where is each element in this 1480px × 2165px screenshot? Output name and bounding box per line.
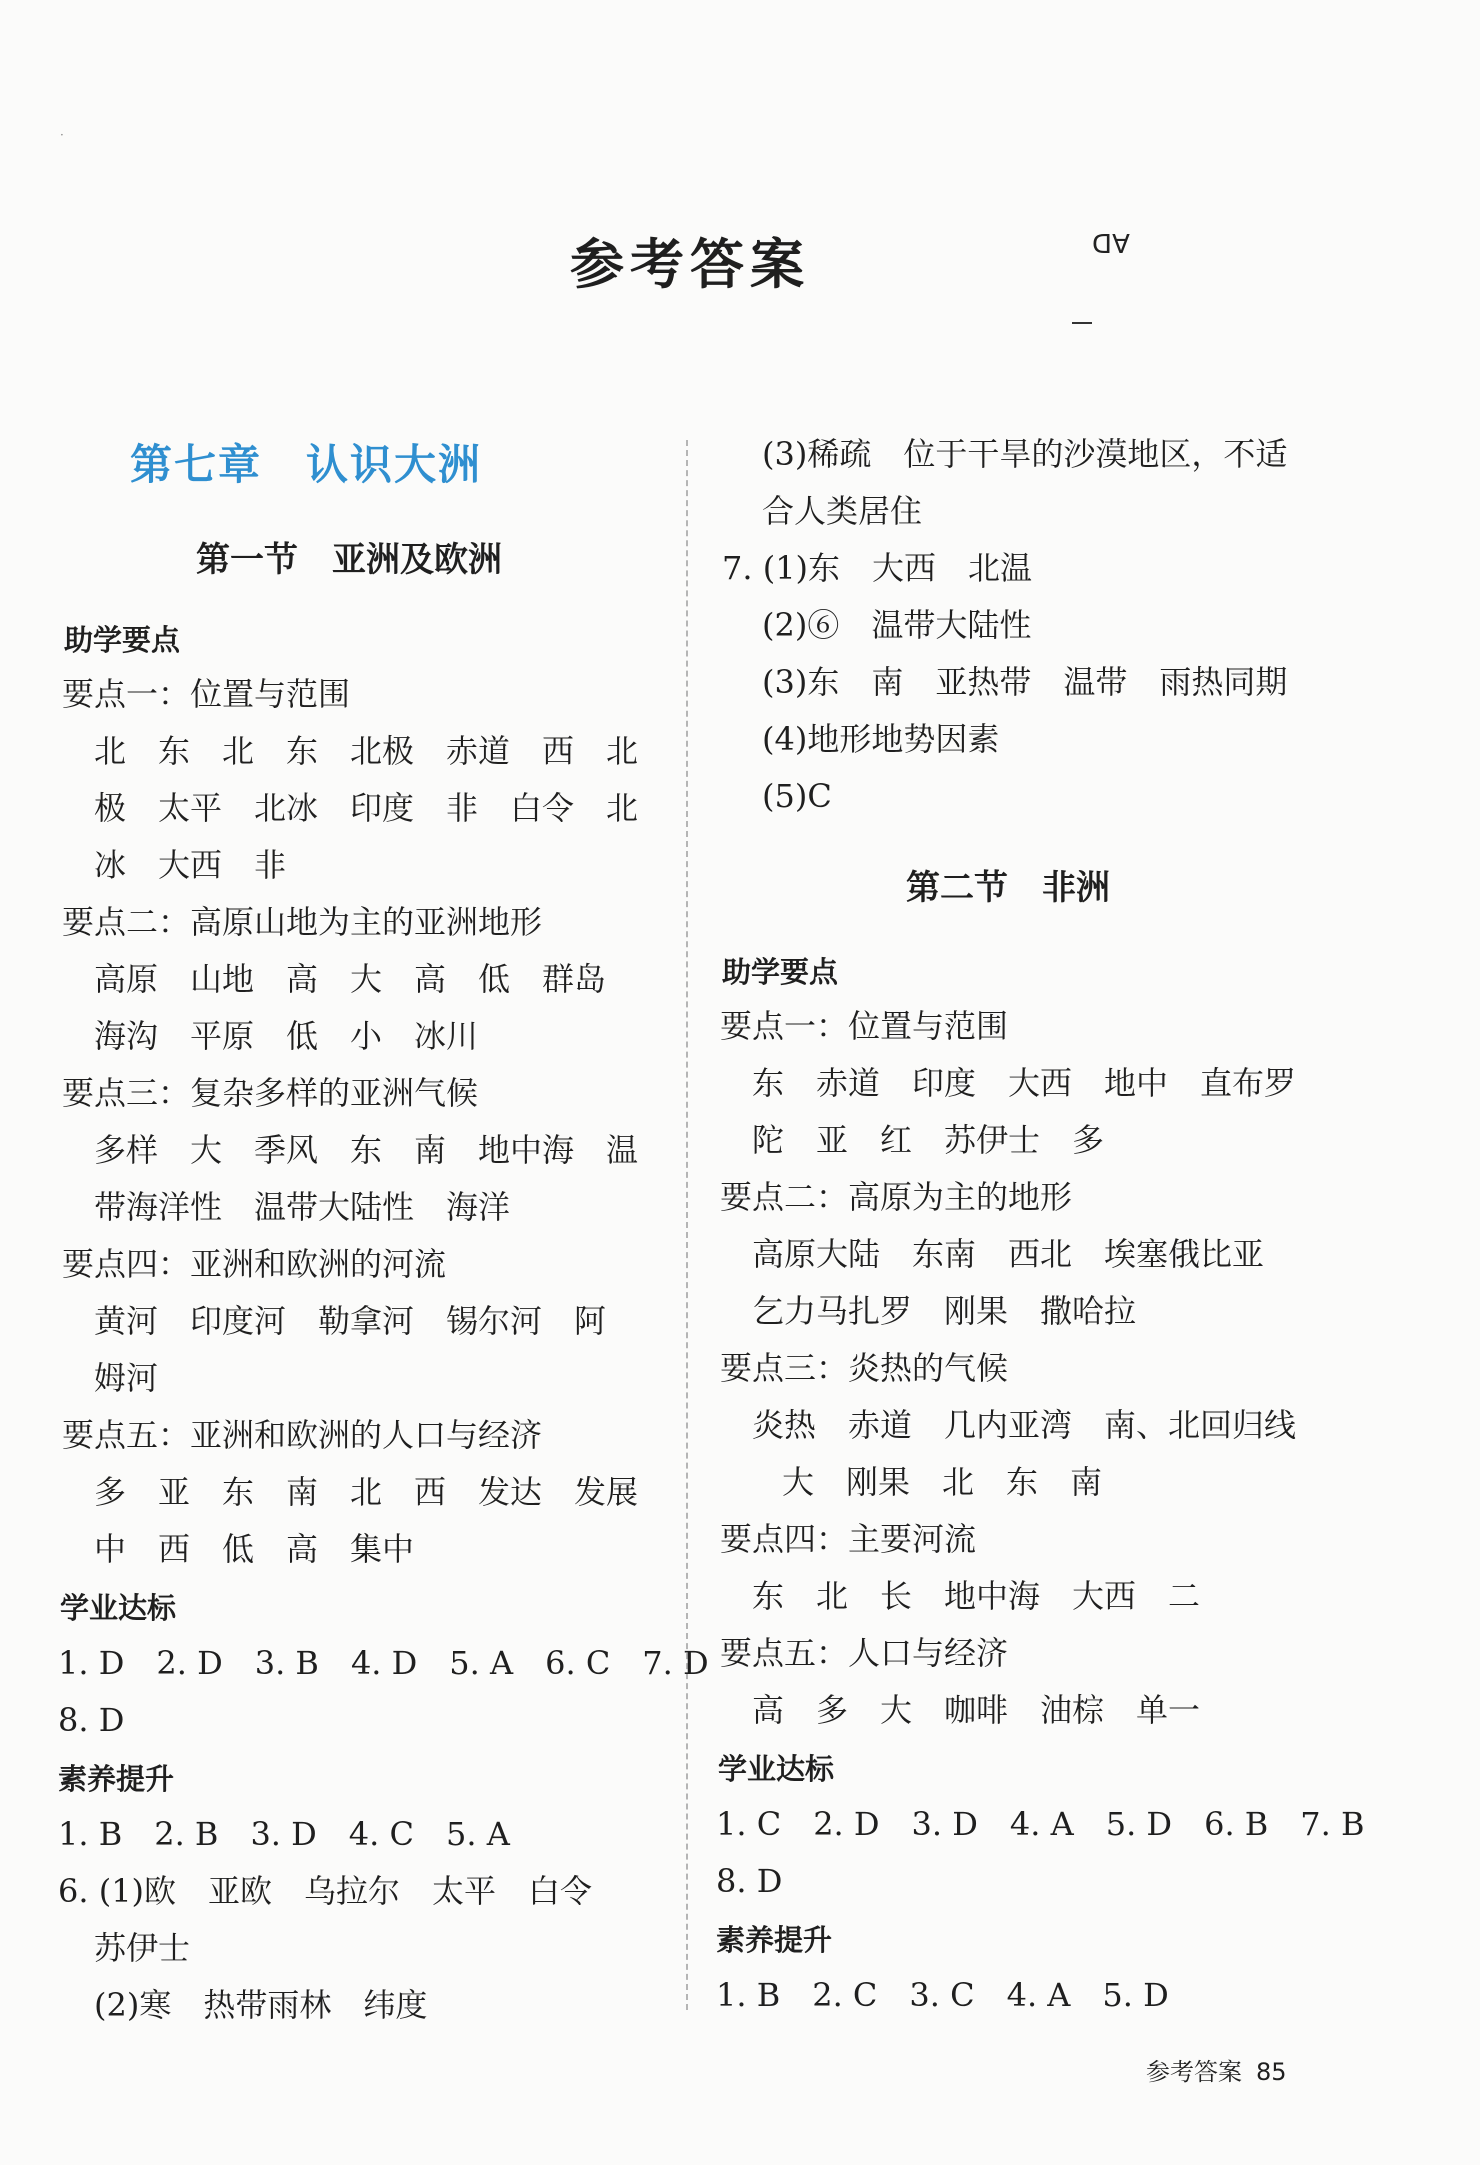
answer-line: 炎热 赤道 几内亚湾 南、北回归线	[752, 1406, 1297, 1444]
point-1-title: 要点一：位置与范围	[720, 1007, 1009, 1045]
page-number: 85	[1256, 2058, 1287, 2086]
answer-line: 8. D	[716, 1862, 783, 1900]
answer-line: (2)寒 热带雨林 纬度	[94, 1986, 428, 2024]
point-2-title: 要点二：高原山地为主的亚洲地形	[62, 903, 543, 941]
section-title-asia-europe: 第一节 亚洲及欧洲	[196, 540, 502, 580]
point-2-title: 要点二：高原为主的地形	[720, 1178, 1073, 1216]
heading-improvement: 素养提升	[58, 1762, 175, 1796]
heading-standards: 学业达标	[60, 1591, 177, 1625]
answer-line: 大 刚果 北 东 南	[782, 1463, 1103, 1501]
answer-line: 1. D 2. D 3. B 4. D 5. A 6. C 7. D	[58, 1644, 709, 1682]
answer-line: 陀 亚 红 苏伊士 多	[752, 1121, 1105, 1159]
answer-line: 北 东 北 东 北极 赤道 西 北	[94, 732, 639, 770]
answer-line: 高原大陆 东南 西北 埃塞俄比亚	[752, 1235, 1265, 1273]
scan-mark: ·	[60, 128, 64, 142]
point-3-title: 要点三：复杂多样的亚洲气候	[62, 1074, 479, 1112]
answer-line: 黄河 印度河 勒拿河 锡尔河 阿	[94, 1302, 607, 1340]
point-1-title: 要点一：位置与范围	[62, 675, 351, 713]
page-footer	[1146, 2052, 1287, 2087]
answer-line: (3)东 南 亚热带 温带 雨热同期	[762, 663, 1288, 701]
point-5-title: 要点五：亚洲和欧洲的人口与经济	[62, 1416, 543, 1454]
answer-line: 姆河	[94, 1359, 159, 1397]
answer-line: 东 赤道 印度 大西 地中 直布罗	[752, 1064, 1297, 1102]
answer-line: 海沟 平原 低 小 冰川	[94, 1017, 479, 1055]
point-4-title: 要点四：亚洲和欧洲的河流	[62, 1245, 447, 1283]
answer-line: (2)⑥ 温带大陆性	[762, 606, 1032, 644]
answer-line: 1. B 2. B 3. D 4. C 5. A	[58, 1815, 510, 1853]
answer-line: (4)地形地势因素	[762, 720, 1000, 758]
answer-line: 8. D	[58, 1701, 125, 1739]
answer-line: 合人类居住	[762, 492, 923, 530]
answer-line: (5)C	[762, 777, 832, 815]
page-title: 参考答案	[570, 232, 810, 296]
answer-line: 带海洋性 温带大陆性 海洋	[94, 1188, 511, 1226]
footer-label: 参考答案	[1146, 2058, 1242, 2086]
heading-study-points: 助学要点	[722, 955, 839, 989]
answer-line: (3)稀疏 位于干旱的沙漠地区，不适	[762, 435, 1288, 473]
answer-line: 1. C 2. D 3. D 4. A 5. D 6. B 7. B	[716, 1805, 1365, 1843]
section-title-africa: 第二节 非洲	[906, 868, 1110, 908]
answer-line: 中 西 低 高 集中	[94, 1530, 415, 1568]
heading-standards: 学业达标	[718, 1752, 835, 1786]
tab-rule	[1072, 322, 1092, 324]
section-tab-mark: AD	[1092, 227, 1130, 257]
column-divider	[686, 440, 688, 2010]
point-3-title: 要点三：炎热的气候	[720, 1349, 1009, 1387]
answer-line: 东 北 长 地中海 大西 二	[752, 1577, 1201, 1615]
heading-study-points: 助学要点	[64, 623, 181, 657]
answer-line: 乞力马扎罗 刚果 撒哈拉	[752, 1292, 1137, 1330]
heading-improvement: 素养提升	[716, 1923, 833, 1957]
answer-line: 极 太平 北冰 印度 非 白令 北	[94, 789, 639, 827]
answer-line: 7. (1)东 大西 北温	[722, 549, 1033, 587]
answer-line: 6. (1)欧 亚欧 乌拉尔 太平 白令	[58, 1872, 593, 1910]
chapter-title: 第七章 认识大洲	[130, 440, 483, 489]
answer-line: 高原 山地 高 大 高 低 群岛	[94, 960, 607, 998]
answer-line: 苏伊士	[94, 1929, 191, 1967]
answer-line: 多 亚 东 南 北 西 发达 发展	[94, 1473, 639, 1511]
point-4-title: 要点四：主要河流	[720, 1520, 977, 1558]
answer-line: 冰 大西 非	[94, 846, 287, 884]
answer-line: 多样 大 季风 东 南 地中海 温	[94, 1131, 639, 1169]
point-5-title: 要点五：人口与经济	[720, 1634, 1009, 1672]
answer-line: 1. B 2. C 3. C 4. A 5. D	[716, 1976, 1169, 2014]
answer-line: 高 多 大 咖啡 油棕 单一	[752, 1691, 1201, 1729]
